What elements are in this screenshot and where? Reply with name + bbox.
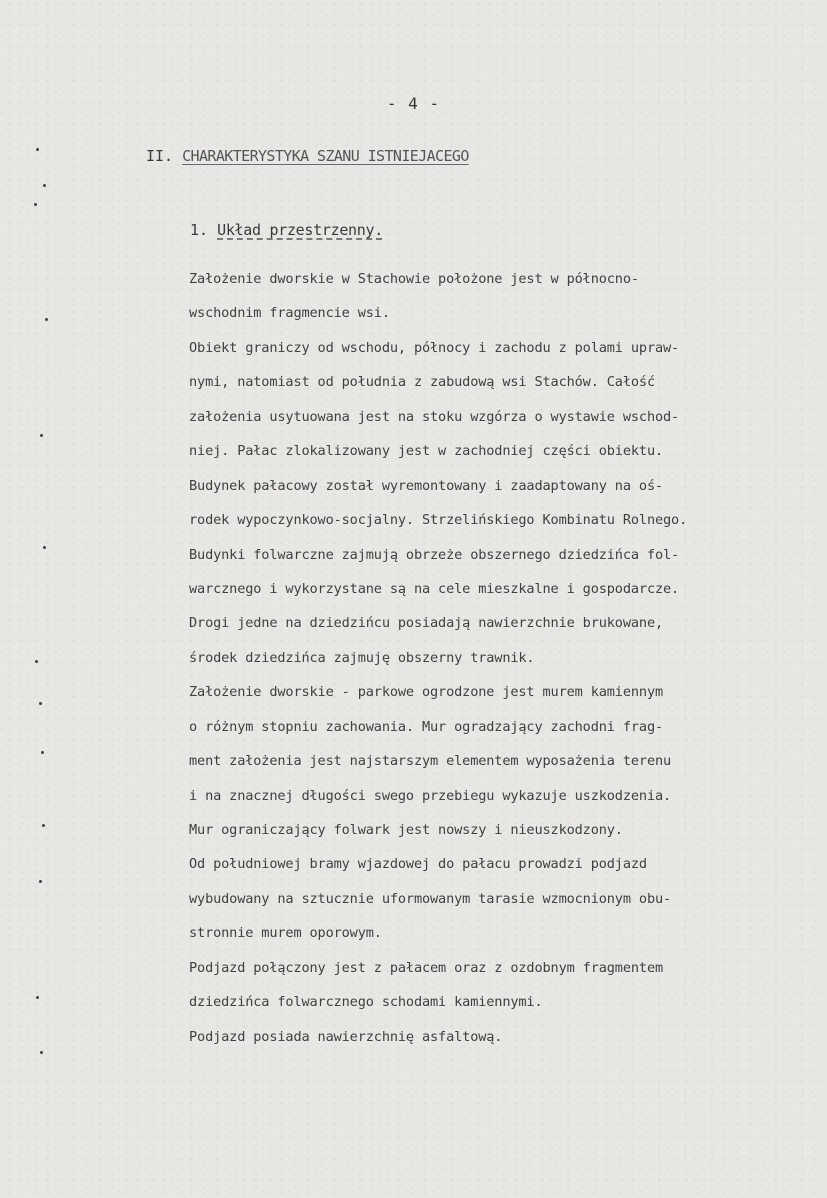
text-line: warcznego i wykorzystane są na cele mieszkalne i gospodarcze.: [189, 580, 680, 597]
margin-mark: [42, 824, 45, 827]
margin-mark: [40, 1051, 43, 1054]
text-line: i na znacznej długości swego przebiegu wykazuje uszkodzenia.: [189, 787, 672, 804]
text-line: Obiekt graniczy od wschodu, północy i zachodu z polami upraw-: [189, 339, 680, 356]
text-line: rodek wypoczynkowo-socjalny. Strzelińskiego Kombinatu Rolnego.: [189, 512, 688, 529]
margin-mark: [34, 203, 37, 206]
text-line: wybudowany na sztucznie uformowanym tarasie wzmocnionym obu-: [189, 890, 672, 907]
margin-mark: [39, 702, 42, 705]
text-line: niej. Pałac zlokalizowany jest w zachodniej części obiektu.: [189, 443, 664, 460]
subsection-heading: [190, 221, 383, 239]
margin-mark: [41, 751, 44, 754]
margin-mark: [36, 996, 39, 999]
margin-mark: [43, 546, 46, 549]
section-number: II.: [146, 147, 174, 165]
margin-mark: [36, 148, 39, 151]
margin-mark: [40, 434, 43, 437]
text-line: Mur ograniczający folwark jest nowszy i nieuszkodzony.: [189, 822, 623, 838]
text-line: Budynki folwarczne zajmują obrzeże obszernego dziedzińca fol-: [189, 546, 680, 563]
page-number: - 4 -: [386, 94, 441, 113]
text-line: Założenie dworskie - parkowe ogrodzone jest murem kamiennym: [189, 684, 664, 701]
text-line: Podjazd posiada nawierzchnię asfaltową.: [189, 1028, 503, 1045]
section-title: CHARAKTERYSTYKA SZANU ISTNIEJACEGO: [182, 147, 469, 165]
text-line: dziedzińca folwarcznego schodami kamiennymi.: [189, 994, 543, 1011]
section-heading: [146, 147, 469, 165]
subsection-number: 1.: [190, 221, 209, 239]
text-line: stronnie murem oporowym.: [189, 925, 382, 942]
text-line: nymi, natomiast od południa z zabudową wsi Stachów. Całość: [189, 374, 655, 391]
text-line: Podjazd połączony jest z pałacem oraz z ozdobnym fragmentem: [189, 959, 664, 976]
margin-mark: [43, 184, 46, 187]
body-text: [189, 262, 827, 1054]
text-line: środek dziedzińca zajmuję obszerny trawnik.: [189, 649, 535, 666]
text-line: ment założenia jest najstarszym elementem wyposażenia terenu: [189, 753, 672, 770]
text-line: wschodnim fragmencie wsi.: [189, 305, 390, 322]
subsection-title: Układ przestrzenny.: [217, 221, 383, 239]
text-line: założenia usytuowana jest na stoku wzgórza o wystawie wschod-: [189, 408, 680, 425]
margin-mark: [45, 318, 48, 321]
text-line: Drogi jedne na dziedzińcu posiadają nawierzchnie brukowane,: [189, 615, 664, 632]
margin-mark: [39, 880, 42, 883]
text-line: o różnym stopniu zachowania. Mur ogradzający zachodni frag-: [189, 718, 664, 735]
text-line: Założenie dworskie w Stachowie położone jest w północno-: [189, 271, 639, 287]
text-line: Budynek pałacowy został wyremontowany i zaadaptowany na oś-: [189, 477, 664, 494]
text-line: Od południowej bramy wjazdowej do pałacu prowadzi podjazd: [189, 856, 647, 873]
margin-mark: [35, 660, 38, 663]
